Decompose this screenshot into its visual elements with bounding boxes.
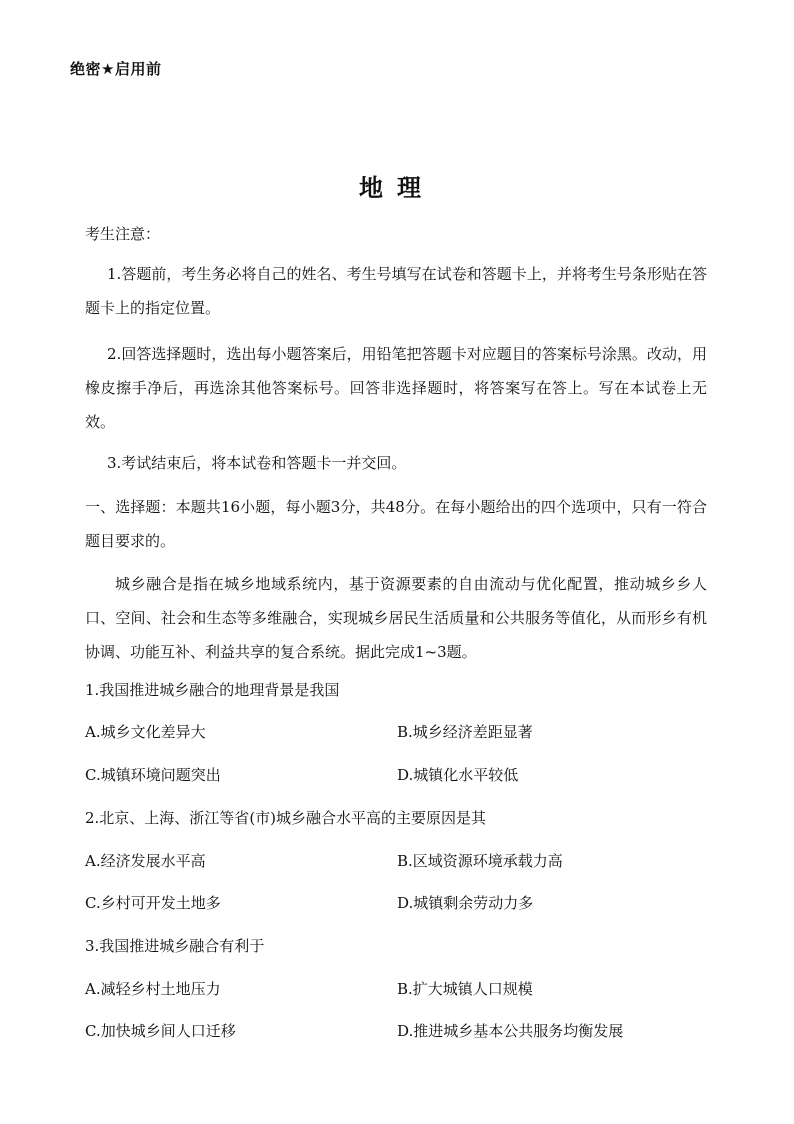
notice-item-3: 3.考试结束后，将本试卷和答题卡一并交回。 bbox=[107, 454, 407, 472]
notice-item-2: 2.回答选择题时，选出每小题答案后，用铅笔把答题卡对应题目的答案标号涂黑。改动，用橡皮擦手净后，再选涂其他答案标号。回答非选择题时，将答案写在答上。写在本试卷上无效。 bbox=[85, 345, 707, 431]
question-2-stem: 2.北京、上海、浙江等省(市)城乡融合水平高的主要原因是其 bbox=[85, 809, 487, 827]
question-1-option-d: D.城镇化水平较低 bbox=[397, 766, 519, 784]
question-3-option-d: D.推进城乡基本公共服务均衡发展 bbox=[397, 1022, 624, 1040]
question-2-option-b: B.区域资源环境承载力高 bbox=[397, 852, 563, 870]
notice-item-1: 1.答题前，考生务必将自己的姓名、考生号填写在试卷和答题卡上，并将考生号条形贴在答题卡上的指定位置。 bbox=[85, 265, 707, 317]
question-1-option-a: A.城乡文化差异大 bbox=[85, 723, 206, 741]
reading-passage: 城乡融合是指在城乡地域系统内，基于资源要素的自由流动与优化配置，推动城乡乡人口、空间、社会和生态等多维融合，实现城乡居民生活质量和公共服务等值化，从而形乡有机协调、功能互补、利益共享的复合系统。据此完成1~3题。 bbox=[85, 575, 707, 661]
confidential-label: 绝密★启用前 bbox=[70, 60, 162, 78]
question-3-option-a: A.减轻乡村土地压力 bbox=[85, 980, 221, 998]
page-title: 地理 bbox=[359, 174, 435, 202]
section-heading: 一、选择题：本题共16小题，每小题3分，共48分。在每小题给出的四个选项中，只有一符合题目要求的。 bbox=[85, 498, 707, 550]
question-1-option-c: C.城镇环境问题突出 bbox=[85, 766, 221, 784]
question-1-stem: 1.我国推进城乡融合的地理背景是我国 bbox=[85, 681, 340, 699]
question-2-option-c: C.乡村可开发土地多 bbox=[85, 894, 221, 912]
notice-label: 考生注意： bbox=[85, 225, 161, 243]
question-2-option-a: A.经济发展水平高 bbox=[85, 852, 206, 870]
question-2-option-d: D.城镇剩余劳动力多 bbox=[397, 894, 534, 912]
question-3-option-b: B.扩大城镇人口规模 bbox=[397, 980, 533, 998]
question-3-stem: 3.我国推进城乡融合有利于 bbox=[85, 937, 265, 955]
question-3-option-c: C.加快城乡间人口迁移 bbox=[85, 1022, 236, 1040]
question-1-option-b: B.城乡经济差距显著 bbox=[397, 723, 533, 741]
